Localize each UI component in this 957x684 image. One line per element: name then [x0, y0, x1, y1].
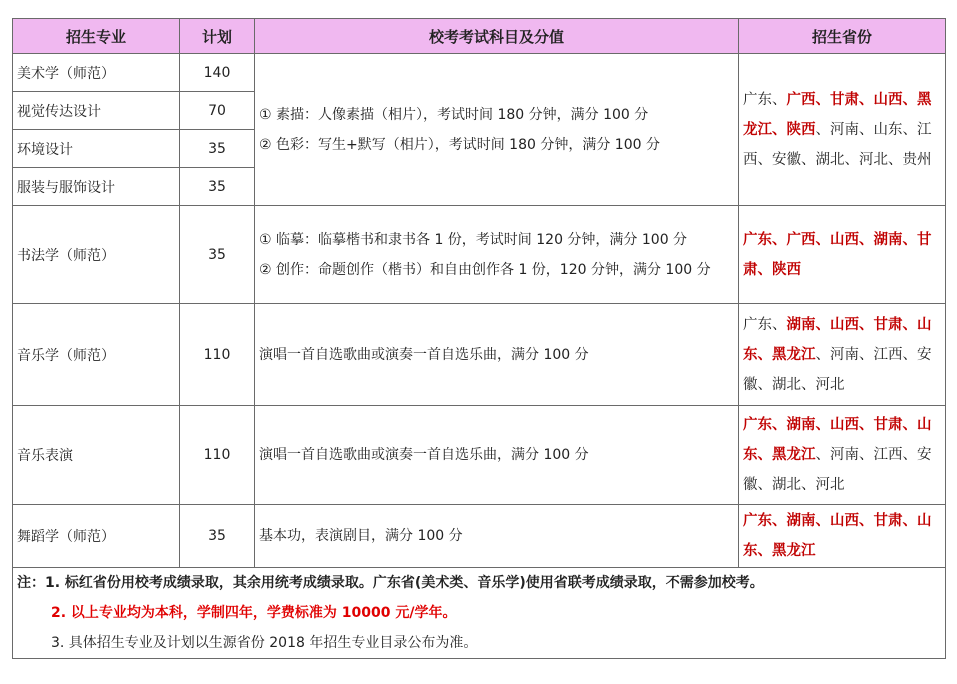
subject-line: ② 色彩：写生+默写（相片），考试时间 180 分钟，满分 100 分	[259, 136, 660, 153]
notes-cell	[13, 568, 946, 659]
major-cell: 环境设计	[13, 130, 180, 168]
plan-cell: 35	[180, 505, 255, 568]
admission-table	[12, 18, 946, 659]
provinces-cell	[739, 206, 946, 304]
provinces-cell	[739, 54, 946, 206]
province-text-red: 广东、湖南、山西、甘肃、山东、黑龙江	[743, 417, 932, 463]
plan-cell: 35	[180, 206, 255, 304]
table-row	[13, 304, 946, 406]
plan-cell: 140	[180, 54, 255, 92]
subjects-cell	[255, 206, 739, 304]
province-text: 广东、	[743, 316, 787, 333]
provinces-cell	[739, 406, 946, 505]
plan-cell: 110	[180, 304, 255, 406]
table-row	[13, 505, 946, 568]
note-2: 2. 以上专业均为本科，学制四年，学费标准为 10000 元/学年。	[51, 605, 457, 621]
province-text: 、河南、江西、安徽、湖北、河北	[743, 447, 932, 493]
major-cell: 视觉传达设计	[13, 92, 180, 130]
major-cell: 美术学（师范）	[13, 54, 180, 92]
major-cell: 音乐学（师范）	[13, 304, 180, 406]
header-major: 招生专业	[13, 19, 180, 54]
subject-line: ② 创作：命题创作（楷书）和自由创作各 1 份，120 分钟，满分 100 分	[259, 261, 711, 278]
plan-cell: 35	[180, 130, 255, 168]
major-cell: 服装与服饰设计	[13, 168, 180, 206]
subject-line: ① 临摹：临摹楷书和隶书各 1 份，考试时间 120 分钟，满分 100 分	[259, 231, 688, 248]
province-text-red: 广东、广西、山西、湖南、甘肃、陕西	[743, 231, 932, 278]
subjects-cell: 演唱一首自选歌曲或演奏一首自选乐曲，满分 100 分	[255, 304, 739, 406]
note-1: 注：1. 标红省份用校考成绩录取，其余用统考成绩录取。广东省(美术类、音乐学)使用省联考成绩录取，不需参加校考。	[17, 575, 764, 591]
table-row	[13, 54, 946, 92]
province-text: 广东、	[743, 91, 787, 108]
notes-row	[13, 568, 946, 659]
province-text-red: 湖南、山西、甘肃、山东、黑龙江	[743, 316, 932, 363]
table-row	[13, 206, 946, 304]
subjects-cell: 基本功，表演剧目，满分 100 分	[255, 505, 739, 568]
subject-line: ① 素描：人像素描（相片），考试时间 180 分钟，满分 100 分	[259, 106, 649, 123]
subjects-cell: 演唱一首自选歌曲或演奏一首自选乐曲，满分 100 分	[255, 406, 739, 505]
provinces-cell	[739, 304, 946, 406]
major-cell: 书法学（师范）	[13, 206, 180, 304]
major-cell: 舞蹈学（师范）	[13, 505, 180, 568]
province-text-red: 广东、湖南、山西、甘肃、山东、黑龙江	[743, 513, 932, 559]
plan-cell: 70	[180, 92, 255, 130]
header-subjects: 校考考试科目及分值	[255, 19, 739, 54]
plan-cell: 110	[180, 406, 255, 505]
province-text: 、河南、山东、江西、安徽、湖北、河北、贵州	[743, 121, 932, 168]
plan-cell: 35	[180, 168, 255, 206]
header-plan: 计划	[180, 19, 255, 54]
province-text: 、河南、江西、安徽、湖北、河北	[743, 346, 932, 393]
province-text-red: 广西、甘肃、山西、黑龙江、陕西	[743, 91, 932, 138]
note-3: 3. 具体招生专业及计划以生源省份 2018 年招生专业目录公布为准。	[51, 635, 478, 651]
subjects-cell	[255, 54, 739, 206]
header-provinces: 招生省份	[739, 19, 946, 54]
provinces-cell	[739, 505, 946, 568]
major-cell: 音乐表演	[13, 406, 180, 505]
header-row	[13, 19, 946, 54]
table-row	[13, 406, 946, 505]
